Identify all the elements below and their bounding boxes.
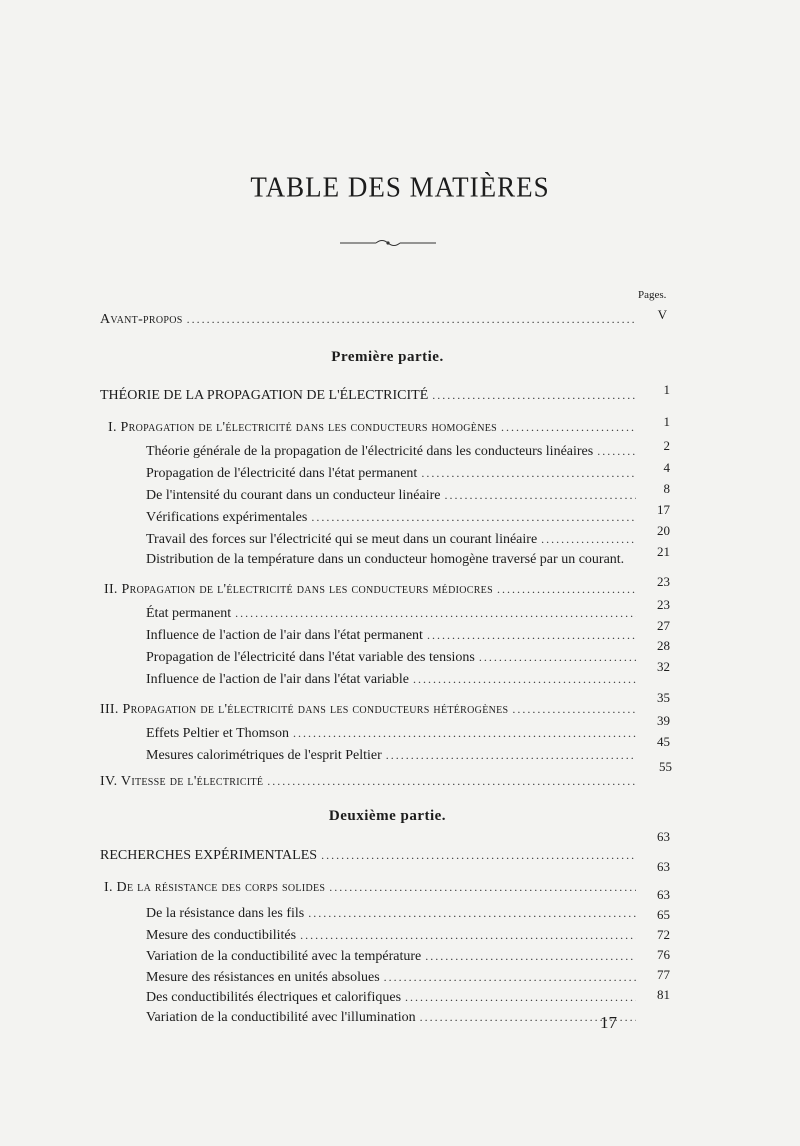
toc-page-number: V bbox=[657, 307, 667, 322]
toc-entry-label: IV. Vitesse de l'électricité bbox=[100, 774, 264, 789]
toc-entry-label: Variation de la conductibilité avec la température bbox=[146, 949, 422, 964]
toc-page-number: 28 bbox=[657, 638, 670, 653]
toc-section-entry bbox=[100, 702, 640, 718]
toc-page-number: 55 bbox=[659, 759, 672, 774]
leader-dots bbox=[384, 970, 636, 985]
toc-item-entry bbox=[146, 906, 640, 922]
toc-page-number: 63 bbox=[657, 859, 670, 874]
toc-entry-label: Théorie générale de la propagation de l'électricité dans les conducteurs linéaires bbox=[146, 444, 594, 459]
toc-item-entry bbox=[146, 532, 640, 548]
toc-item-entry bbox=[146, 672, 640, 688]
toc-page-number: 77 bbox=[657, 967, 670, 982]
toc-entry-label: Effets Peltier et Thomson bbox=[146, 726, 289, 741]
toc-page-number: 20 bbox=[657, 523, 670, 538]
pages-column-label: Pages. bbox=[638, 289, 667, 301]
leader-dots bbox=[427, 628, 636, 643]
toc-entry-label: Avant-propos bbox=[100, 312, 183, 327]
toc-entry-label: Mesure des résistances en unités absolues bbox=[146, 970, 380, 985]
toc-page-number: 27 bbox=[657, 618, 670, 633]
toc-entry-label: Propagation de l'électricité dans l'état permanent bbox=[146, 466, 418, 481]
toc-entry-label: Mesures calorimétriques de l'esprit Peltier bbox=[146, 748, 382, 763]
toc-item-entry bbox=[146, 949, 640, 965]
toc-page-number: 23 bbox=[657, 597, 670, 612]
toc-page-number: 45 bbox=[657, 734, 670, 749]
toc-item-entry bbox=[146, 970, 640, 986]
toc-item-entry bbox=[146, 510, 640, 526]
toc-item-entry bbox=[146, 726, 640, 742]
toc-item-entry bbox=[146, 650, 640, 666]
toc-item-entry bbox=[146, 552, 640, 568]
toc-section-entry bbox=[104, 880, 640, 896]
leader-dots bbox=[187, 312, 636, 327]
toc-item-entry bbox=[146, 1010, 640, 1026]
toc-page-number: 39 bbox=[657, 713, 670, 728]
toc-page-number: 63 bbox=[657, 829, 670, 844]
leader-dots bbox=[541, 532, 636, 547]
toc-entry-label: De la résistance dans les fils bbox=[146, 906, 305, 921]
toc-page-number: 76 bbox=[657, 947, 670, 962]
toc-item-entry bbox=[146, 488, 640, 504]
toc-item-entry bbox=[146, 628, 640, 644]
folio-number: 17 bbox=[600, 1013, 617, 1032]
leader-dots bbox=[321, 848, 636, 863]
toc-page-number: 17 bbox=[657, 502, 670, 517]
toc-page-number: 1 bbox=[663, 382, 670, 397]
toc-page-number: 81 bbox=[657, 987, 670, 1002]
toc-page-number: 63 bbox=[657, 887, 670, 902]
toc-page-number: 32 bbox=[657, 659, 670, 674]
toc-page-number: 65 bbox=[657, 907, 670, 922]
toc-entry-label: Propagation de l'électricité dans l'état variable des tensions bbox=[146, 650, 475, 665]
leader-dots bbox=[300, 928, 636, 943]
leader-dots bbox=[235, 606, 636, 621]
toc-item-entry bbox=[146, 928, 640, 944]
toc-entry-label: Influence de l'action de l'air dans l'état variable bbox=[146, 672, 409, 687]
ornament-divider bbox=[340, 236, 436, 250]
toc-page-number: 21 bbox=[657, 544, 670, 559]
toc-entry-label: De l'intensité du courant dans un conducteur linéaire bbox=[146, 488, 441, 503]
toc-entry-label: Des conductibilités électriques et calorifiques bbox=[146, 990, 402, 1005]
part-heading-2: Deuxième partie. bbox=[328, 808, 447, 824]
toc-page-number: 72 bbox=[657, 927, 670, 942]
toc-item-entry bbox=[146, 606, 640, 622]
toc-entry-avant-propos bbox=[100, 312, 640, 328]
toc-section-entry bbox=[100, 774, 640, 790]
leader-dots bbox=[597, 444, 636, 459]
leader-dots bbox=[425, 949, 636, 964]
toc-entry-label: THÉORIE DE LA PROPAGATION DE L'ÉLECTRICITÉ bbox=[100, 388, 429, 403]
leader-dots bbox=[444, 488, 636, 503]
leader-dots bbox=[308, 906, 636, 921]
toc-item-entry bbox=[146, 990, 640, 1006]
leader-dots bbox=[512, 702, 636, 717]
toc-entry-label: RECHERCHES EXPÉRIMENTALES bbox=[100, 848, 318, 863]
toc-entry-label: Distribution de la température dans un conducteur homogène traversé par un courant. bbox=[146, 552, 625, 567]
part-heading-1: Première partie. bbox=[331, 349, 444, 365]
leader-dots bbox=[293, 726, 636, 741]
toc-page-number: 1 bbox=[663, 414, 670, 429]
toc-entry-label: État permanent bbox=[146, 606, 232, 621]
leader-dots bbox=[479, 650, 636, 665]
leader-dots bbox=[267, 774, 636, 789]
toc-main-entry bbox=[100, 848, 640, 864]
leader-dots bbox=[497, 582, 636, 597]
toc-entry-label: Vérifications expérimentales bbox=[146, 510, 308, 525]
leader-dots bbox=[432, 388, 636, 403]
toc-entry-label: III. Propagation de l'électricité dans les conducteurs hétérogènes bbox=[100, 702, 509, 717]
toc-item-entry bbox=[146, 748, 640, 764]
toc-item-entry bbox=[146, 466, 640, 482]
toc-item-entry bbox=[146, 444, 640, 460]
leader-dots bbox=[386, 748, 636, 763]
leader-dots bbox=[421, 466, 636, 481]
toc-page-number: 4 bbox=[663, 460, 670, 475]
toc-section-entry bbox=[108, 420, 640, 436]
toc-entry-label: Influence de l'action de l'air dans l'état permanent bbox=[146, 628, 423, 643]
leader-dots bbox=[413, 672, 636, 687]
leader-dots bbox=[311, 510, 636, 525]
leader-dots bbox=[501, 420, 636, 435]
toc-entry-label: I. De la résistance des corps solides bbox=[104, 880, 326, 895]
toc-entry-label: Variation de la conductibilité avec l'illumination bbox=[146, 1010, 416, 1025]
toc-entry-label: Mesure des conductibilités bbox=[146, 928, 297, 943]
toc-entry-label: I. Propagation de l'électricité dans les conducteurs homogènes bbox=[108, 420, 497, 435]
toc-section-entry bbox=[104, 582, 640, 598]
page-title: TABLE DES MATIÈRES bbox=[250, 171, 550, 203]
toc-entry-label: II. Propagation de l'électricité dans les conducteurs médiocres bbox=[104, 582, 493, 597]
toc-page-number: 35 bbox=[657, 690, 670, 705]
toc-entry-label: Travail des forces sur l'électricité qui se meut dans un courant linéaire bbox=[146, 532, 538, 547]
toc-main-entry bbox=[100, 388, 640, 404]
toc-page-number: 8 bbox=[663, 481, 670, 496]
leader-dots bbox=[329, 880, 636, 895]
toc-page-number: 2 bbox=[663, 438, 670, 453]
leader-dots bbox=[405, 990, 636, 1005]
toc-page-number: 23 bbox=[657, 574, 670, 589]
